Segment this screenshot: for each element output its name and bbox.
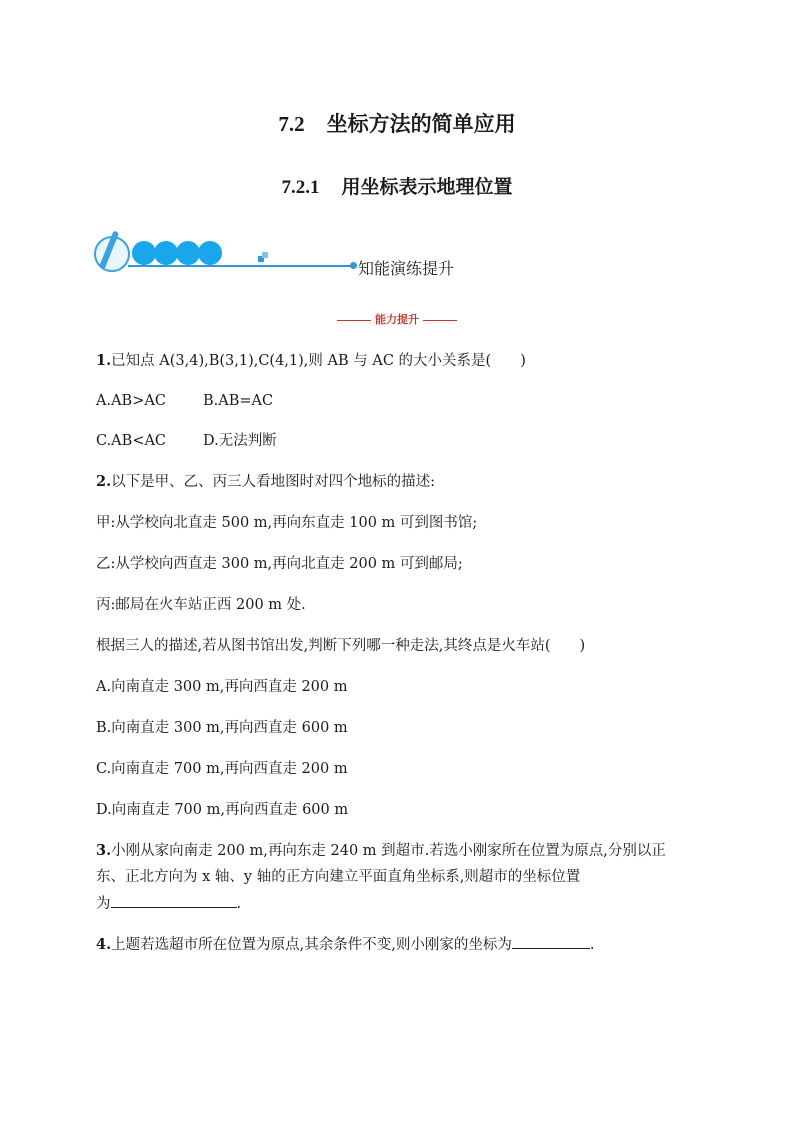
question-4: 4.上题若选超市所在位置为原点,其余条件不变,则小刚家的坐标为 .: [96, 936, 595, 953]
question-1-option-b: B.AB=AC: [203, 393, 274, 409]
question-2-option-b: B.向南直走 300 m,再向西直走 600 m: [96, 720, 348, 736]
question-2-stem: 2.以下是甲、乙、丙三人看地图时对四个地标的描述:: [96, 473, 436, 490]
banner-divider-dot: [350, 262, 357, 269]
answer-blank[interactable]: [111, 893, 237, 908]
squares-icon: [258, 252, 268, 262]
banner-divider: [128, 265, 352, 267]
question-1-option-c: C.AB<AC: [96, 433, 167, 449]
section-title-text: 坐标方法的简单应用: [326, 111, 516, 136]
subsection-title: [0, 172, 794, 199]
question-2-line-2: 乙:从学校向西直走 300 m,再向北直走 200 m 可到邮局;: [96, 556, 463, 572]
section-title: [0, 108, 794, 138]
section-banner: [94, 228, 514, 278]
question-2-question: 根据三人的描述,若从图书馆出发,判断下列哪一种走法,其终点是火车站( ): [96, 638, 586, 654]
subsection-title-text: 用坐标表示地理位置: [341, 176, 513, 198]
answer-blank[interactable]: [512, 934, 590, 949]
question-2-option-a: A.向南直走 300 m,再向西直走 200 m: [96, 679, 348, 695]
section-number: 7.2: [278, 112, 305, 136]
subheading-text: 能力提升: [375, 313, 419, 326]
question-3-line-2: 东、正北方向为 x 轴、y 轴的正方向建立平面直角坐标系,则超市的坐标位置: [96, 869, 581, 885]
question-2-line-3: 丙:邮局在火车站正西 200 m 处.: [96, 597, 306, 613]
question-1-option-d: D.无法判断: [203, 433, 277, 449]
question-1-option-a: A.AB>AC: [96, 393, 166, 409]
banner-label: 知能演练提升: [358, 259, 455, 278]
question-2-option-d: D.向南直走 700 m,再向西直走 600 m: [96, 802, 349, 818]
question-3-line-1: 3.小刚从家向南走 200 m,再向东走 240 m 到超市.若选小刚家所在位置为原点,分别以正: [96, 842, 666, 859]
banner-dots: [132, 241, 220, 265]
subheading: [0, 311, 794, 327]
question-2-line-1: 甲:从学校向北直走 500 m,再向东直走 100 m 可到图书馆;: [96, 515, 478, 531]
paintbrush-icon: [94, 236, 130, 272]
question-1-stem: 1.已知点 A(3,4),B(3,1),C(4,1),则 AB 与 AC 的大小关系是( ): [96, 352, 526, 369]
question-2-option-c: C.向南直走 700 m,再向西直走 200 m: [96, 761, 348, 777]
subsection-number: 7.2.1: [281, 177, 320, 198]
question-3-line-3: 为 .: [96, 893, 241, 914]
